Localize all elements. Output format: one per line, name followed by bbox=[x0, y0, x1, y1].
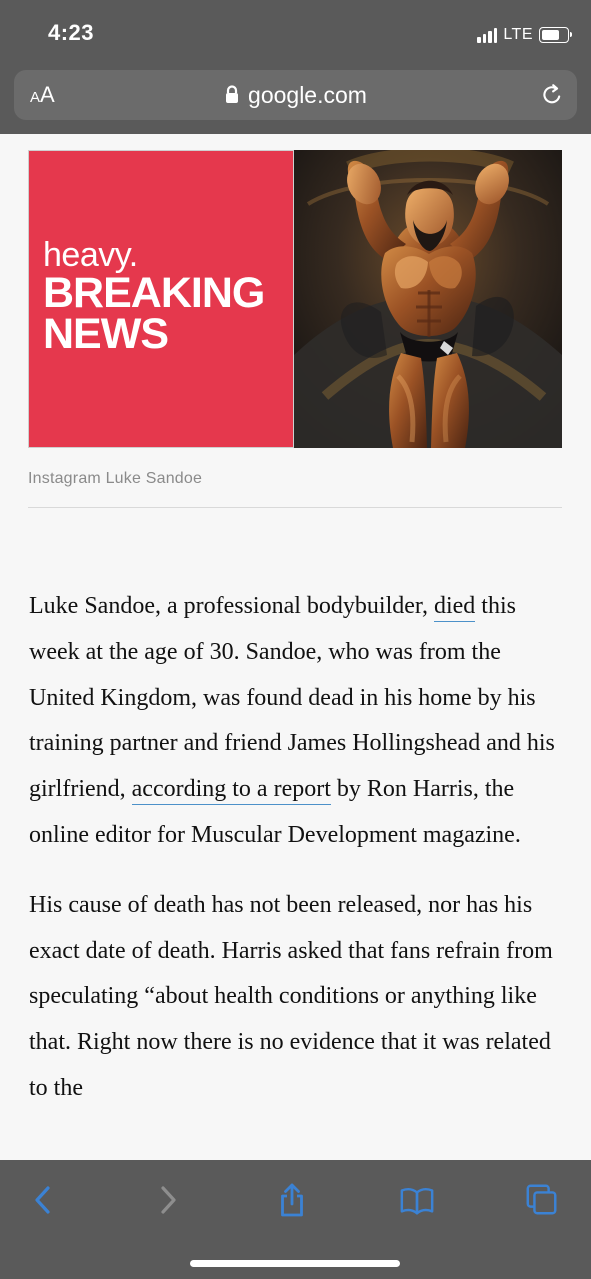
breaking-news-text bbox=[43, 236, 265, 358]
article-body bbox=[29, 584, 561, 1112]
back-icon bbox=[30, 1184, 56, 1216]
status-time: 4:23 bbox=[48, 20, 95, 45]
bookmarks-button[interactable] bbox=[399, 1182, 435, 1218]
battery-level-fill bbox=[542, 30, 559, 40]
article-page bbox=[0, 134, 591, 1160]
home-indicator[interactable] bbox=[190, 1260, 400, 1267]
address-bar[interactable] bbox=[14, 70, 577, 120]
current-url: google.com bbox=[248, 81, 367, 108]
image-caption: Instagram Luke Sandoe bbox=[28, 470, 203, 487]
reader-large-letter: A bbox=[40, 82, 55, 107]
article-hero-image bbox=[28, 150, 562, 448]
cellular-signal-icon bbox=[477, 27, 497, 43]
reload-icon[interactable] bbox=[539, 82, 565, 108]
bodybuilder-photo bbox=[294, 150, 562, 448]
report-link[interactable]: according to a report bbox=[132, 776, 331, 805]
forward-button[interactable] bbox=[150, 1182, 186, 1218]
breaking-news-graphic bbox=[28, 150, 294, 448]
article-paragraph-2: His cause of death has not been released, nor has his exact date of death. Harris asked that fans refrain from speculating “about health conditions or anything like that. Right now there is no evidence that it was related to the bbox=[29, 891, 553, 1101]
died-link[interactable]: died bbox=[434, 593, 475, 622]
forward-icon bbox=[155, 1184, 181, 1216]
breaking-news-line-1: BREAKING bbox=[43, 269, 265, 317]
paragraph-1-text-2: this week at the age of 30. Sandoe, who was from the United Kingdom, was found dead in his home by his training partner and friend James Hollingshead and his girlfriend, bbox=[29, 593, 555, 803]
address-display[interactable] bbox=[14, 80, 577, 110]
share-button[interactable] bbox=[274, 1182, 310, 1218]
battery-icon bbox=[539, 27, 569, 43]
share-icon bbox=[275, 1181, 309, 1219]
reader-small-letter: A bbox=[30, 89, 41, 106]
paragraph-1-text-1: Luke Sandoe, a professional bodybuilder, bbox=[29, 593, 434, 619]
heavy-logo: heavy. bbox=[43, 236, 138, 274]
bodybuilder-illustration bbox=[294, 150, 562, 448]
back-button[interactable] bbox=[25, 1182, 61, 1218]
breaking-news-line-2: NEWS bbox=[43, 310, 168, 358]
tabs-button[interactable] bbox=[524, 1182, 560, 1218]
browser-top-chrome bbox=[0, 0, 591, 134]
article-paragraph-1 bbox=[29, 584, 561, 859]
bookmarks-icon bbox=[399, 1183, 435, 1217]
paragraph-1-text-3: by Ron Harris, the online editor for Muscular Development magazine. bbox=[29, 776, 521, 848]
status-bar bbox=[0, 0, 591, 60]
network-type: LTE bbox=[503, 26, 533, 43]
browser-bottom-toolbar bbox=[0, 1160, 591, 1279]
caption-divider bbox=[28, 507, 562, 508]
status-indicators bbox=[477, 23, 569, 47]
tabs-icon bbox=[524, 1181, 560, 1219]
lock-icon bbox=[224, 85, 240, 105]
